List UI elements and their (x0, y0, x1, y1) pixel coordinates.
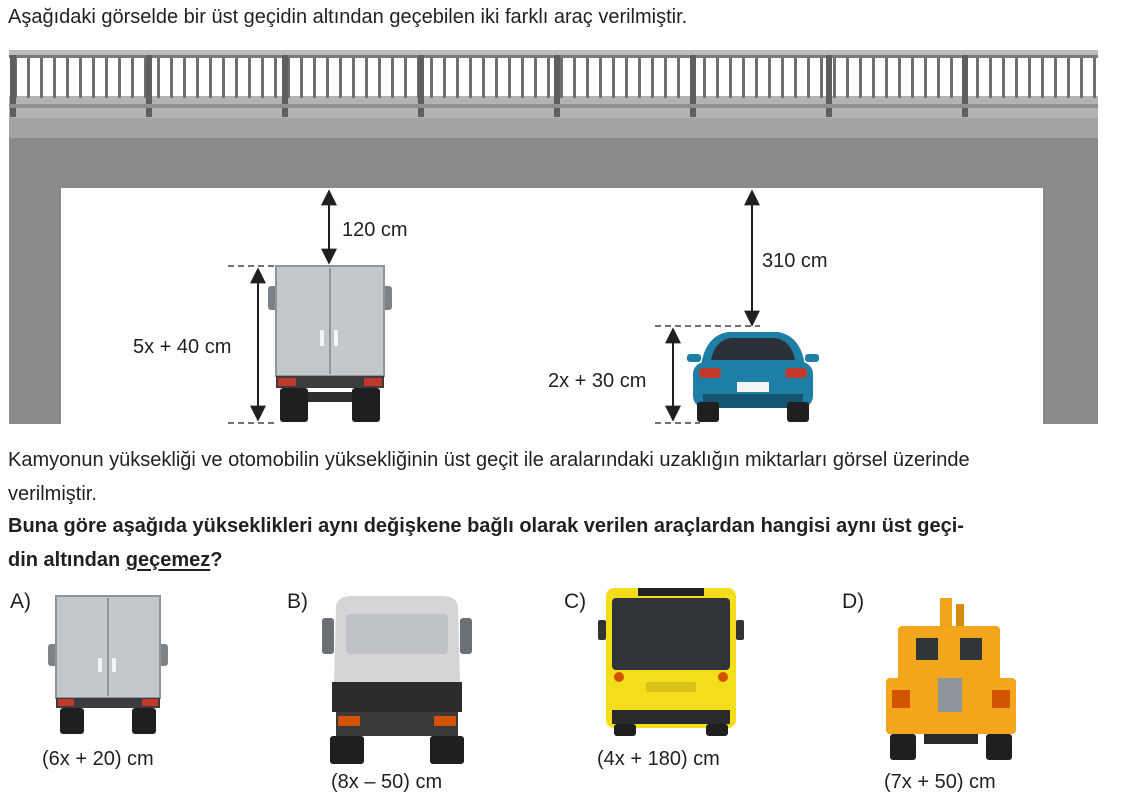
railing-bar (703, 58, 706, 98)
option-d-label: (7x + 50) cm (884, 771, 996, 793)
option-d-vehicle (886, 598, 1016, 760)
railing-bar (1041, 58, 1044, 98)
truck-gap-label: 120 cm (342, 219, 408, 241)
railing-bar (105, 58, 108, 98)
railing-bar (781, 58, 784, 98)
paragraph-line-1: Kamyonun yüksekliği ve otomobilin yüksekliğinin üst geçit ile aralarındaki uzaklığın miktarları görsel üzerinde (8, 449, 970, 471)
railing-bar (131, 58, 134, 98)
railing-bar (677, 58, 680, 98)
railing-bar (40, 58, 43, 98)
railing-bar (79, 58, 82, 98)
railing-bar (313, 58, 316, 98)
option-b-letter[interactable]: B) (287, 590, 308, 613)
question-line-2 (8, 549, 223, 572)
paragraph-line-2: verilmiştir. (8, 483, 97, 505)
railing-bar (1015, 58, 1018, 98)
bridge-railing (9, 50, 1098, 118)
car-gap-label: 310 cm (762, 250, 828, 272)
railing-bar (820, 58, 823, 98)
railing-bar (612, 58, 615, 98)
railing-bar (352, 58, 355, 98)
railing-bar (66, 58, 69, 98)
railing-bar (378, 58, 381, 98)
option-a-label: (6x + 20) cm (42, 748, 154, 770)
railing-bar (183, 58, 186, 98)
railing-bar (638, 58, 641, 98)
railing-bar (222, 58, 225, 98)
railing-bar (547, 58, 550, 98)
railing-bar (573, 58, 576, 98)
railing-bar (742, 58, 745, 98)
railing-bar (924, 58, 927, 98)
railing-bar (1067, 58, 1070, 98)
railing-bar (599, 58, 602, 98)
railing-bar (807, 58, 810, 98)
option-d-letter[interactable]: D) (842, 590, 865, 613)
railing-bar (989, 58, 992, 98)
railing-bar (209, 58, 212, 98)
railing-bar (586, 58, 589, 98)
railing-bar (430, 58, 433, 98)
car-illustration (687, 332, 819, 422)
railing-bar (716, 58, 719, 98)
railing-bar (794, 58, 797, 98)
railing-bar (274, 58, 277, 98)
railing-bar (508, 58, 511, 98)
railing-bar (53, 58, 56, 98)
railing-bar (664, 58, 667, 98)
railing-bar (1028, 58, 1031, 98)
railing-bar (872, 58, 875, 98)
railing-bar (859, 58, 862, 98)
railing-bar (170, 58, 173, 98)
railing-bar (937, 58, 940, 98)
railing-bar (768, 58, 771, 98)
railing-bar (339, 58, 342, 98)
railing-bar (157, 58, 160, 98)
railing-bar (911, 58, 914, 98)
railing-bar (755, 58, 758, 98)
railing-bar (1093, 58, 1096, 98)
overpass (9, 50, 1098, 424)
railing-bar (976, 58, 979, 98)
railing-bar (248, 58, 251, 98)
railing-bar (1054, 58, 1057, 98)
railing-bar (898, 58, 901, 98)
railing-bar (651, 58, 654, 98)
truck-illustration (268, 266, 392, 422)
railing-bar (560, 58, 563, 98)
option-c-label: (4x + 180) cm (597, 748, 720, 770)
railing-bar (534, 58, 537, 98)
railing-bar (521, 58, 524, 98)
railing-bar (404, 58, 407, 98)
question-line-2-prefix: din altından (8, 549, 126, 571)
railing-bar (833, 58, 836, 98)
railing-bar (846, 58, 849, 98)
railing-bar (950, 58, 953, 98)
intro-text: Aşağıdaki görselde bir üst geçidin altından geçebilen iki farklı araç verilmiştir. (8, 6, 688, 28)
railing-bar (1080, 58, 1083, 98)
car-height-label: 2x + 30 cm (548, 370, 647, 392)
truck-height-label: 5x + 40 cm (133, 336, 232, 358)
option-a-letter[interactable]: A) (10, 590, 31, 613)
railing-bar (365, 58, 368, 98)
railing-bar (625, 58, 628, 98)
railing-bar (235, 58, 238, 98)
question-emphasis: geçemez (125, 549, 211, 571)
railing-bar (443, 58, 446, 98)
option-b-vehicle (322, 596, 472, 764)
railing-bar (300, 58, 303, 98)
railing-bar (118, 58, 121, 98)
option-c-letter[interactable]: C) (564, 590, 587, 613)
railing-bar (196, 58, 199, 98)
railing-bar (92, 58, 95, 98)
railing-bar (482, 58, 485, 98)
question-line-2-suffix: ? (210, 549, 223, 571)
option-c-vehicle (598, 588, 744, 736)
railing-bar (391, 58, 394, 98)
railing-bar (1002, 58, 1005, 98)
railing-bar (729, 58, 732, 98)
railing-bar (326, 58, 329, 98)
railing-bar (261, 58, 264, 98)
railing-bar (495, 58, 498, 98)
option-b-label: (8x – 50) cm (331, 771, 443, 793)
option-a-vehicle (48, 596, 168, 734)
railing-bar (885, 58, 888, 98)
railing-bar (469, 58, 472, 98)
railing-bar (27, 58, 30, 98)
question-line-1: Buna göre aşağıda yükseklikleri aynı değişkene bağlı olarak verilen araçlardan hangisi aynı üst geçi- (8, 515, 964, 537)
railing-bar (456, 58, 459, 98)
